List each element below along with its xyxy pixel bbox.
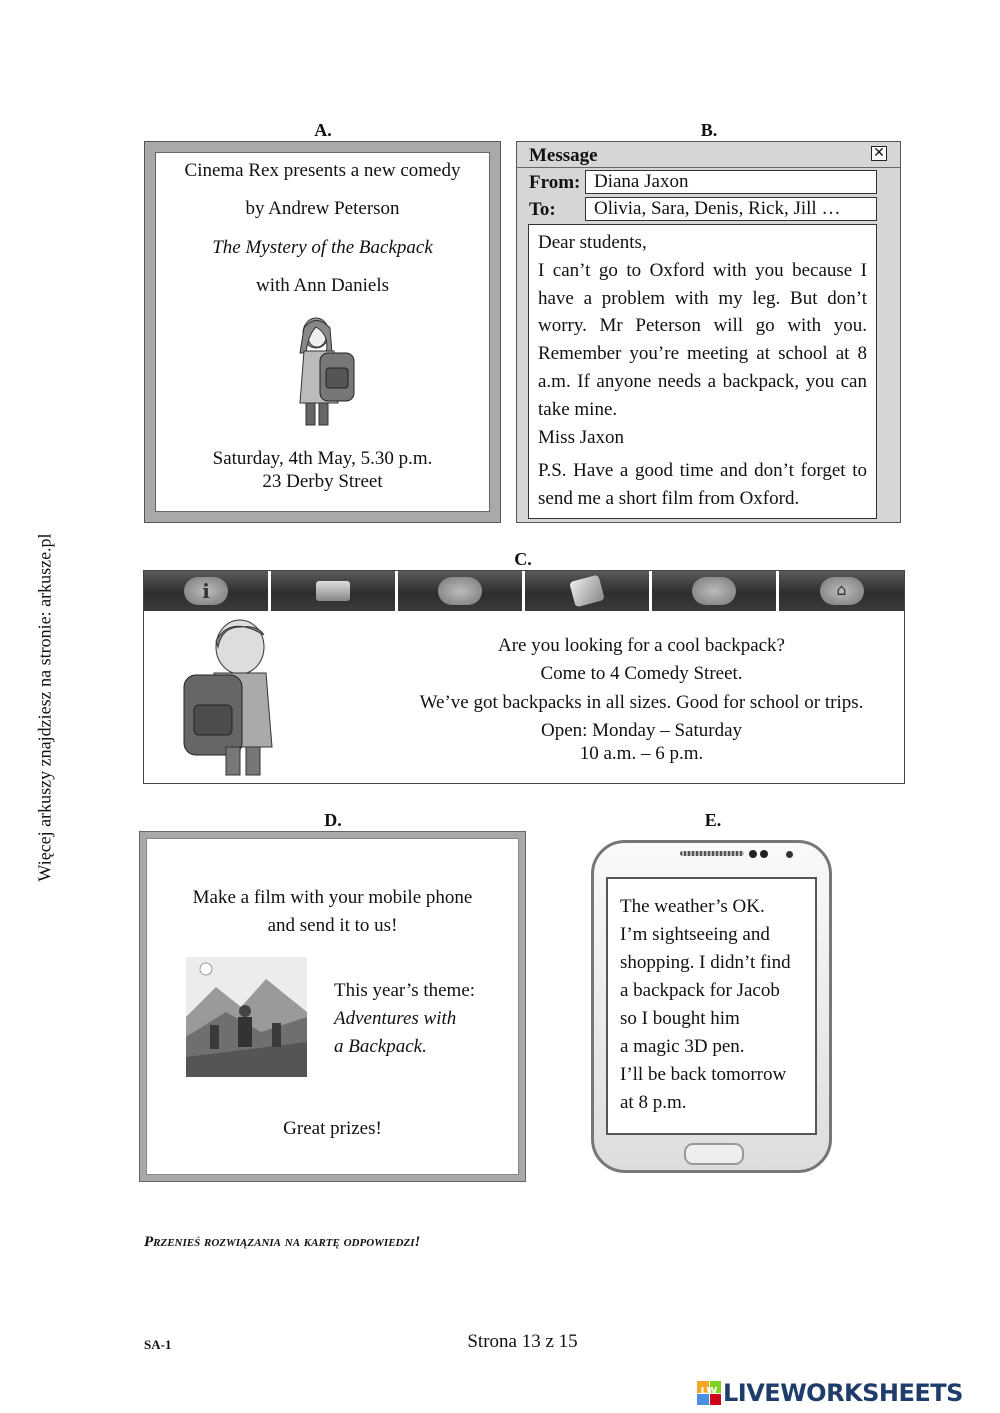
theme-label: This year’s theme: [334,980,476,1001]
panel-b-message-window [516,141,901,523]
phone-speaker [680,851,744,856]
panel-b-letter: B. [700,120,718,140]
to-label: To: [529,199,556,220]
sms-line: I’ll be back tomorrow [620,1064,787,1085]
sms-line: so I bought him [620,1008,740,1029]
shop-ad-line-2: Come to 4 Comedy Street. [540,663,743,684]
panel-e-phone [591,840,832,1173]
sms-line: I’m sightseeing and [620,924,770,945]
shop-ad-line-1: Are you looking for a cool backpack? [497,635,785,656]
liveworksheets-logo-icon: LW [697,1381,721,1405]
poster-title: The Mystery of the Backpack [212,237,433,258]
from-label: From: [529,172,581,193]
nav-button-info[interactable] [144,571,268,611]
home-icon: ⌂ [820,577,864,605]
sms-line: a backpack for Jacob [620,980,780,1001]
phone-home-button[interactable] [684,1143,744,1165]
poster-address: 23 Derby Street [262,471,383,492]
footer-instruction: Przenieś rozwiązania na kartę odpowiedzi! [144,1234,421,1250]
poster-line-2: by Andrew Peterson [245,198,400,219]
message-text: I can’t go to Oxford with you because I have a problem with my leg. But don’t worry. Mr Peterson will go with you. Remember you’re meeting at school at 8 a.m. If anyone needs a backpack, you can take mine. [538,259,867,420]
competition-line-1: Make a film with your mobile phone [192,887,473,908]
nav-button-monitor[interactable] [271,571,395,611]
panel-a-poster [144,141,501,523]
theme-title-line-1: Adventures with [334,1008,457,1029]
sms-line: The weather’s OK. [620,896,765,917]
nav-button-user[interactable] [398,571,522,611]
from-field[interactable]: Diana Jaxon [585,170,877,194]
panel-e-letter: E. [704,810,722,830]
shop-ad-hours-days: Open: Monday – Saturday [540,720,743,741]
message-greeting: Dear students, [538,232,647,253]
panel-d-competition [139,831,526,1182]
sms-line: at 8 p.m. [620,1092,687,1113]
to-field[interactable]: Olivia, Sara, Denis, Rick, Jill … [585,197,877,221]
shop-ad-line-3: We’ve got backpacks in all sizes. Good for school or trips. [419,692,864,713]
group-icon [692,577,736,605]
boy-backpack-illustration [180,617,285,777]
side-note: Więcej arkuszy znajdziesz na stronie: arkusze.pl [34,533,55,882]
sms-line: shopping. I didn’t find [620,952,791,973]
sms-line: a magic 3D pen. [620,1036,745,1057]
poster-line-1: Cinema Rex presents a new comedy [184,160,461,181]
phone-screen [606,877,817,1135]
message-window-title: Message [529,145,598,166]
theme-title-line-2: a Backpack. [334,1036,427,1057]
message-signature: Miss Jaxon [538,426,625,448]
message-body[interactable] [528,224,877,519]
poster-date: Saturday, 4th May, 5.30 p.m. [212,448,433,469]
close-icon[interactable]: ✕ [871,146,887,161]
footer-page-number: Strona 13 z 15 [467,1331,578,1352]
competition-line-2: and send it to us! [267,915,398,936]
hiking-photo [186,957,307,1077]
phone-camera [749,850,757,858]
girl-backpack-illustration [286,313,366,428]
title-divider [517,167,900,168]
message-ps: P.S. Have a good time and don’t forget to send me a short film from Oxford. [538,460,867,510]
panel-a-letter: A. [314,120,332,140]
info-icon: i [184,577,228,605]
competition-prizes: Great prizes! [283,1118,382,1139]
user-icon [438,577,482,605]
phone-sensor [760,850,768,858]
liveworksheets-logo[interactable] [697,1379,997,1409]
shop-ad-hours-times: 10 a.m. – 6 p.m. [579,743,704,764]
monitor-icon [316,581,350,601]
panel-c-website [143,570,905,784]
footer-code: SA-1 [144,1337,172,1352]
poster-line-4: with Ann Daniels [256,275,389,296]
liveworksheets-wordmark: LIVEWORKSHEETS [723,1379,963,1407]
panel-d-letter: D. [324,810,342,830]
panel-c-letter: C. [514,549,532,569]
nav-button-group[interactable] [652,571,776,611]
nav-button-home[interactable] [779,571,904,611]
phone-front-camera [786,851,793,858]
nav-button-cards[interactable] [525,571,649,611]
cards-icon [569,575,605,608]
